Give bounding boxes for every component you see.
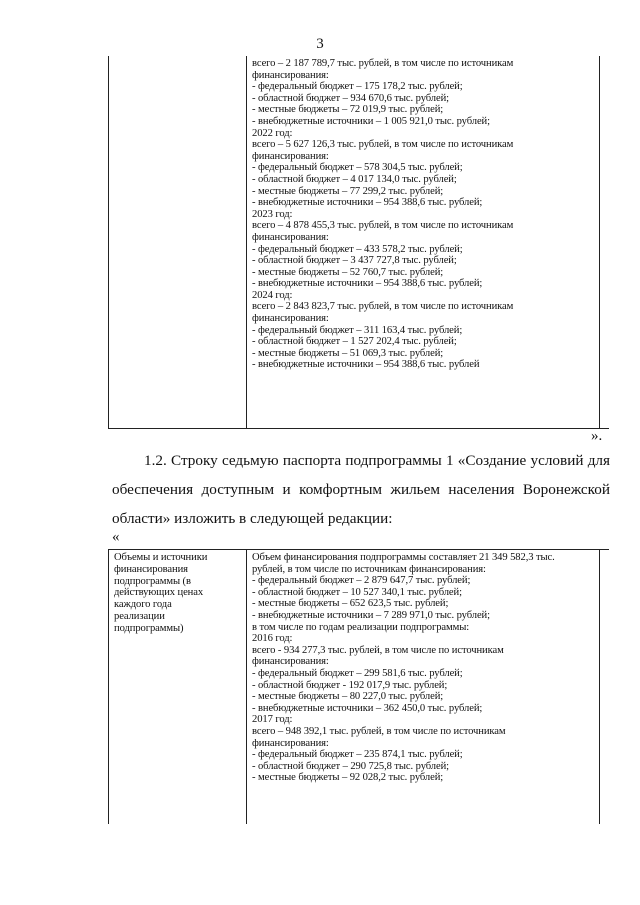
row-title-line: финансирования <box>114 563 188 575</box>
table-text-line: Объем финансирования подпрограммы составляет 21 349 582,3 тыс. <box>252 552 555 563</box>
table-text-line: финансирования: <box>252 150 329 162</box>
table-text-line: - федеральный бюджет – 578 304,5 тыс. рублей; <box>252 162 463 174</box>
table-text-line: - областной бюджет – 934 670,6 тыс. рублей; <box>252 92 449 104</box>
table-text-line: всего – 948 392,1 тыс. рублей, в том числе по источникам <box>252 725 506 737</box>
table-text-line: 2016 год: <box>252 633 293 645</box>
table-text-line: - областной бюджет – 3 437 727,8 тыс. рублей; <box>252 255 457 267</box>
table-text-line: - федеральный бюджет – 235 874,1 тыс. рублей; <box>252 749 463 761</box>
table-text-line: - местные бюджеты – 51 069,3 тыс. рублей; <box>252 347 444 359</box>
funding-details-cell <box>246 56 600 428</box>
table-text-line: - местные бюджеты – 77 299,2 тыс. рублей; <box>252 185 444 197</box>
table-text-line: - областной бюджет – 1 527 202,4 тыс. рублей; <box>252 336 457 348</box>
funding-details-lines <box>247 56 599 371</box>
table-text-line: - федеральный бюджет – 2 879 647,7 тыс. рублей; <box>252 575 471 587</box>
table-text-line: 2017 год: <box>252 714 293 726</box>
funding-volume-cell <box>246 550 600 824</box>
table-text-line: 2022 год: <box>252 127 293 139</box>
table-text-line: в том числе по годам реализации подпрограммы: <box>252 621 470 633</box>
table-text-line: финансирования: <box>252 313 329 325</box>
table-text-line: - местные бюджеты – 92 028,2 тыс. рублей; <box>252 772 444 784</box>
paragraph-line-1: 1.2. Строку седьмую паспорта подпрограммы 1 «Создание условий для <box>144 452 610 469</box>
table-text-line: 2023 год: <box>252 208 293 220</box>
row-title-line: подпрограммы (в <box>114 575 191 587</box>
table-text-line: всего – 4 878 455,3 тыс. рублей, в том числе по источникам <box>252 220 514 232</box>
row-title-cell <box>109 550 245 824</box>
table-text-line: - внебюджетные источники – 954 388,6 тыс. рублей <box>252 359 480 371</box>
table-text-line: - областной бюджет – 4 017 134,0 тыс. рублей; <box>252 173 457 185</box>
amendment-paragraph <box>112 446 610 533</box>
table-text-line: - областной бюджет - 192 017,9 тыс. рублей; <box>252 679 448 691</box>
table-text-line: финансирования: <box>252 69 329 81</box>
table-text-line: - федеральный бюджет – 299 581,6 тыс. рублей; <box>252 667 463 679</box>
table-text-line: - внебюджетные источники – 362 450,0 тыс. рублей; <box>252 702 483 714</box>
table-text-line: финансирования: <box>252 656 329 668</box>
row-title-line: каждого года <box>114 599 172 611</box>
table-text-line: - внебюджетные источники – 954 388,6 тыс. рублей; <box>252 197 483 209</box>
paragraph-line-2: обеспечения доступным и комфортным жильем населения Воронежской <box>112 481 610 498</box>
funding-table-continuation <box>108 56 609 429</box>
row-title-line: Объемы и источники <box>114 552 208 563</box>
table-text-line: - федеральный бюджет – 311 163,4 тыс. рублей; <box>252 324 463 336</box>
table-text-line: всего – 2 187 789,7 тыс. рублей, в том числе по источникам <box>252 58 514 69</box>
paragraph-line-3: области» изложить в следующей редакции: <box>112 510 393 527</box>
row-title-line: подпрограммы) <box>114 622 184 634</box>
table-text-line: - областной бюджет – 290 725,8 тыс. рублей; <box>252 760 449 772</box>
table-text-line: 2024 год: <box>252 289 293 301</box>
page-number: 3 <box>316 36 324 52</box>
table-text-line: - внебюджетные источники – 954 388,6 тыс. рублей; <box>252 278 483 290</box>
table-text-line: финансирования: <box>252 231 329 243</box>
row-title-line: реализации <box>114 610 165 622</box>
subprogram-funding-table <box>108 549 609 824</box>
table-text-line: - областной бюджет – 10 527 340,1 тыс. рублей; <box>252 586 462 598</box>
table-text-line: - федеральный бюджет – 433 578,2 тыс. рублей; <box>252 243 463 255</box>
table-text-line: - внебюджетные источники – 7 289 971,0 тыс. рублей; <box>252 609 490 621</box>
table-text-line: рублей, в том числе по источникам финансирования: <box>252 563 486 575</box>
opening-quote: « <box>112 529 120 545</box>
closing-quote: ». <box>591 428 603 444</box>
table-text-line: всего - 934 277,3 тыс. рублей, в том числе по источникам <box>252 644 504 656</box>
table-text-line: - местные бюджеты – 52 760,7 тыс. рублей; <box>252 266 444 278</box>
table-text-line: - местные бюджеты – 72 019,9 тыс. рублей; <box>252 104 444 116</box>
table-text-line: финансирования: <box>252 737 329 749</box>
row-title-line: действующих ценах <box>114 587 204 599</box>
table-text-line: - местные бюджеты – 80 227,0 тыс. рублей; <box>252 691 444 703</box>
table-text-line: - федеральный бюджет – 175 178,2 тыс. рублей; <box>252 81 463 93</box>
table-text-line: - внебюджетные источники – 1 005 921,0 тыс. рублей; <box>252 115 490 127</box>
table-text-line: всего – 2 843 823,7 тыс. рублей, в том числе по источникам <box>252 301 514 313</box>
table-text-line: всего – 5 627 126,3 тыс. рублей, в том числе по источникам <box>252 139 514 151</box>
funding-volume-lines <box>247 550 599 784</box>
table-text-line: - местные бюджеты – 652 623,5 тыс. рублей; <box>252 598 449 610</box>
row-title-lines <box>109 550 245 635</box>
